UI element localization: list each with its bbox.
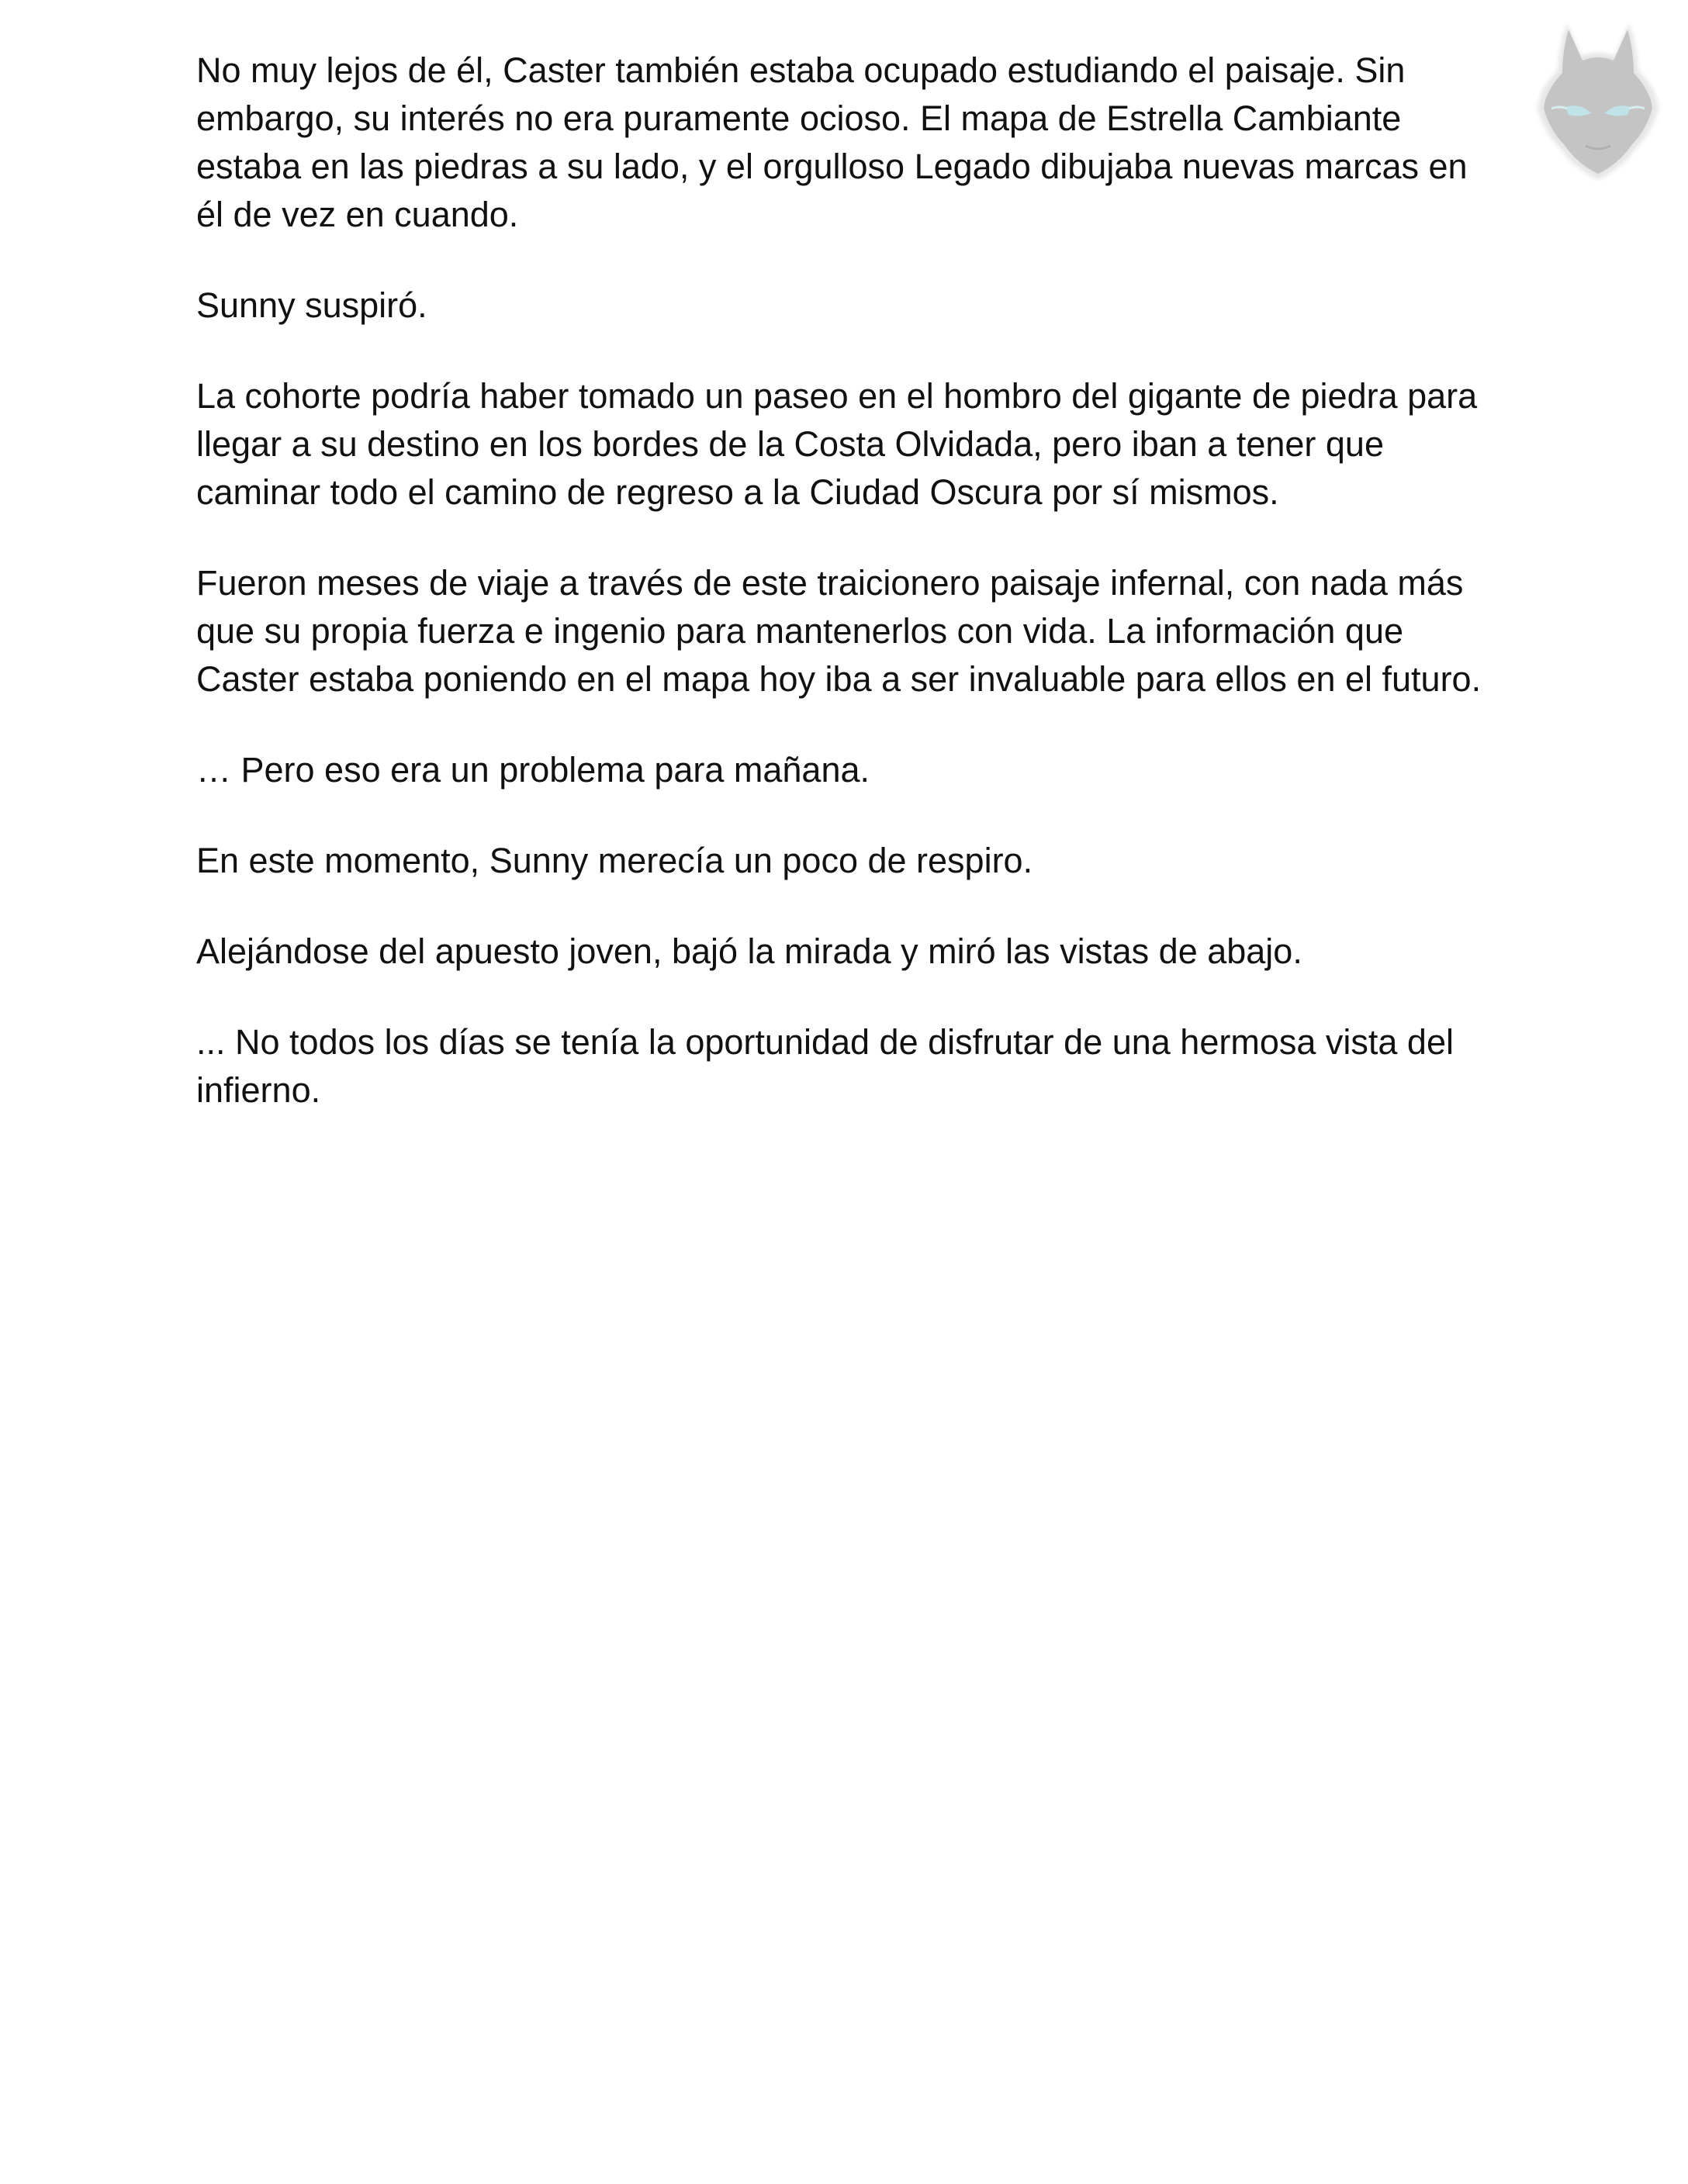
paragraph: La cohorte podría haber tomado un paseo en el hombro del gigante de piedra para llegar a su destino en los bordes de la Costa Olvidada, pero iban a tener que caminar todo el camino de regreso a la Ciudad Oscura por sí mismos. [196, 376, 1478, 512]
paragraph: Sunny suspiró. [196, 285, 427, 325]
paragraph: No muy lejos de él, Caster también estaba ocupado estudiando el paisaje. Sin embargo, su interés no era puramente ocioso. El mapa de Estrella Cambiante estaba en las piedras a su lado, y el orgulloso Legado dibujaba nuevas marcas en él de vez en cuando. [196, 50, 1468, 234]
paragraph: Fueron meses de viaje a través de este traicionero paisaje infernal, con nada más que su propia fuerza e ingenio para mantenerlos con vida. La información que Caster estaba poniendo en el mapa hoy iba a ser invaluable para ellos en el futuro. [196, 563, 1482, 699]
chapter-text [196, 47, 1499, 1157]
paragraph: ... No todos los días se tenía la oportunidad de disfrutar de una hermosa vista del infierno. [196, 1022, 1454, 1110]
paragraph: Alejándose del apuesto joven, bajó la mirada y miró las vistas de abajo. [196, 931, 1302, 971]
demon-head-watermark-icon [1520, 16, 1676, 190]
paragraph: En este momento, Sunny merecía un poco de respiro. [196, 841, 1033, 880]
paragraph: … Pero eso era un problema para mañana. [196, 750, 870, 790]
